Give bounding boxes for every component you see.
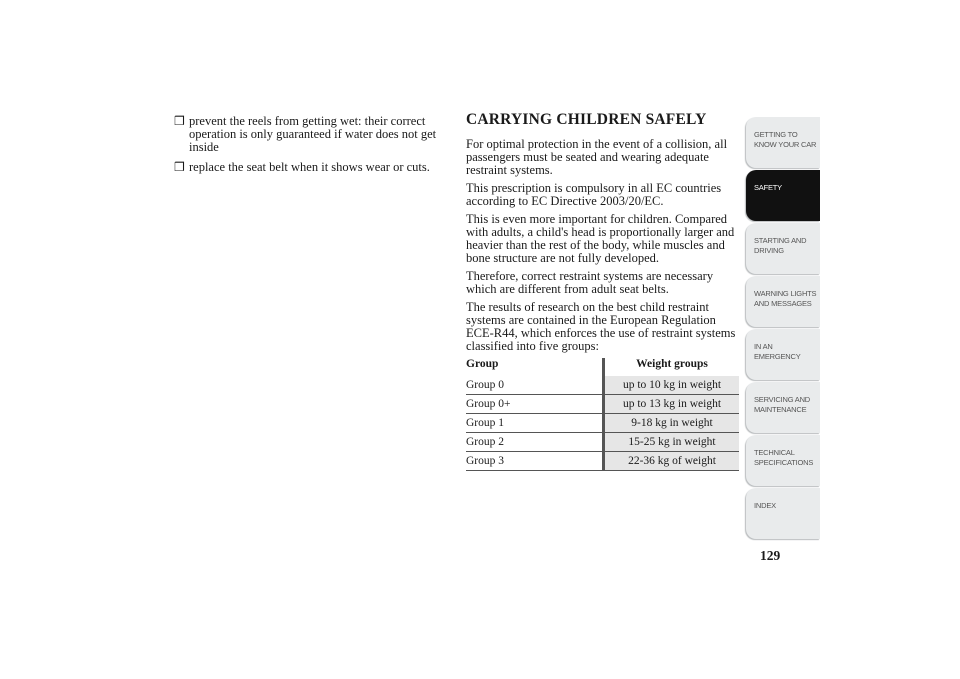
group-cell: Group 1 xyxy=(466,414,602,433)
chapter-tabs xyxy=(746,117,820,541)
table-header-row xyxy=(466,358,739,376)
table-row xyxy=(466,452,739,471)
group-cell: Group 3 xyxy=(466,452,602,471)
paragraph: Therefore, correct restraint systems are necessary which are different from adult seat belts. xyxy=(466,269,714,296)
weight-cell: 22-36 kg of weight xyxy=(605,452,739,471)
paragraph: This is even more important for children. Compared with adults, a child's head is proportionally larger and heavier than the rest of the body, while muscles and bone structure are not fully developed. xyxy=(466,212,735,265)
header-weight-groups: Weight groups xyxy=(636,358,708,370)
paragraph: For optimal protection in the event of a collision, all passengers must be seated and wearing adequate restraint systems. xyxy=(466,137,728,177)
right-column xyxy=(466,113,742,471)
table-row xyxy=(466,414,739,433)
bullet-item xyxy=(174,115,454,154)
table-row xyxy=(466,433,739,452)
checkbox-bullet-icon: ❒ xyxy=(174,114,185,128)
bullet-text: prevent the reels from getting wet: their correct operation is only guaranteed if water does not get inside xyxy=(189,114,437,154)
weight-cell: 15-25 kg in weight xyxy=(605,433,739,452)
checkbox-bullet-icon: ❒ xyxy=(174,160,185,174)
header-group: Group xyxy=(466,358,499,370)
weight-cell: up to 10 kg in weight xyxy=(605,376,739,395)
weight-cell: up to 13 kg in weight xyxy=(605,395,739,414)
tab-technical-specifications[interactable]: TECHNICAL SPECIFICATIONS xyxy=(746,435,820,486)
table-row xyxy=(466,376,739,395)
tab-safety[interactable]: SAFETY xyxy=(746,170,820,221)
tab-warning-lights-and-messages[interactable]: WARNING LIGHTS AND MESSAGES xyxy=(746,276,820,327)
group-cell: Group 0+ xyxy=(466,395,602,414)
tab-getting-to-know-your-car[interactable]: GETTING TO KNOW YOUR CAR xyxy=(746,117,820,168)
paragraph: This prescription is compulsory in all EC countries according to EC Directive 2003/20/EC. xyxy=(466,181,722,208)
tab-starting-and-driving[interactable]: STARTING AND DRIVING xyxy=(746,223,820,274)
tab-servicing-and-maintenance[interactable]: SERVICING AND MAINTENANCE xyxy=(746,382,820,433)
left-column xyxy=(174,115,454,181)
weight-cell: 9-18 kg in weight xyxy=(605,414,739,433)
bullet-item xyxy=(174,161,454,174)
weight-groups-table xyxy=(466,358,739,471)
table-row xyxy=(466,395,739,414)
bullet-text: replace the seat belt when it shows wear or cuts. xyxy=(189,160,430,174)
page-number: 129 xyxy=(760,548,781,563)
tab-in-an-emergency[interactable]: IN AN EMERGENCY xyxy=(746,329,820,380)
group-cell: Group 2 xyxy=(466,433,602,452)
paragraph: The results of research on the best child restraint systems are contained in the European Regulation ECE-R44, which enforces the use of restraint systems classified into five groups: xyxy=(466,300,736,353)
section-title: CARRYING CHILDREN SAFELY xyxy=(466,111,707,128)
tab-index[interactable]: INDEX xyxy=(746,488,820,539)
group-cell: Group 0 xyxy=(466,376,602,395)
